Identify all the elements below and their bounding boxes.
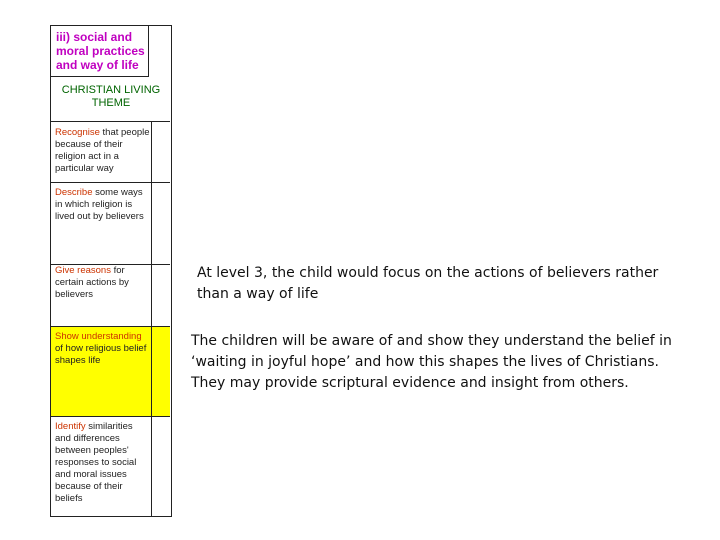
objectives-column: [50, 25, 172, 517]
objective-rest: for certain actions by believers: [55, 265, 129, 300]
objective-rest: that people because of their religion act in a particular way: [55, 127, 150, 174]
objective-row: [51, 265, 170, 327]
title-cell: [51, 26, 149, 77]
objective-verb: Give reasons: [55, 265, 111, 276]
objective-text: [55, 187, 151, 223]
theme-cell: [51, 77, 170, 122]
objective-verb: Show understanding: [55, 331, 142, 342]
objective-row-highlighted: [51, 327, 170, 417]
theme-heading: CHRISTIAN LIVING THEME: [61, 84, 161, 109]
objective-text: [55, 265, 151, 301]
column-divider: [151, 122, 152, 516]
objective-verb: Recognise: [55, 127, 100, 138]
objective-rest: similarities and differences between peoples' responses to social and moral issues because of their beliefs: [55, 421, 137, 504]
objective-row: [51, 122, 170, 183]
section-title: iii) social and moral practices and way of life: [56, 30, 145, 72]
objective-rest: some ways in which religion is lived out by believers: [55, 187, 144, 222]
objective-text: [55, 331, 151, 367]
objective-rest: of how religious belief shapes life: [55, 343, 147, 366]
children-note: The children will be aware of and show they understand the belief in ‘waiting in joyful hope’ and how this shapes the lives of Christians. They may provide scriptural evidence and insight from others.: [191, 333, 672, 391]
objective-verb: Identify: [55, 421, 86, 432]
objective-verb: Describe: [55, 187, 93, 198]
objective-row: [51, 417, 170, 515]
objective-text: [55, 421, 151, 505]
level3-note: At level 3, the child would focus on the actions of believers rather than a way of life: [197, 265, 659, 302]
objective-row: [51, 183, 170, 265]
objective-text: [55, 127, 151, 175]
